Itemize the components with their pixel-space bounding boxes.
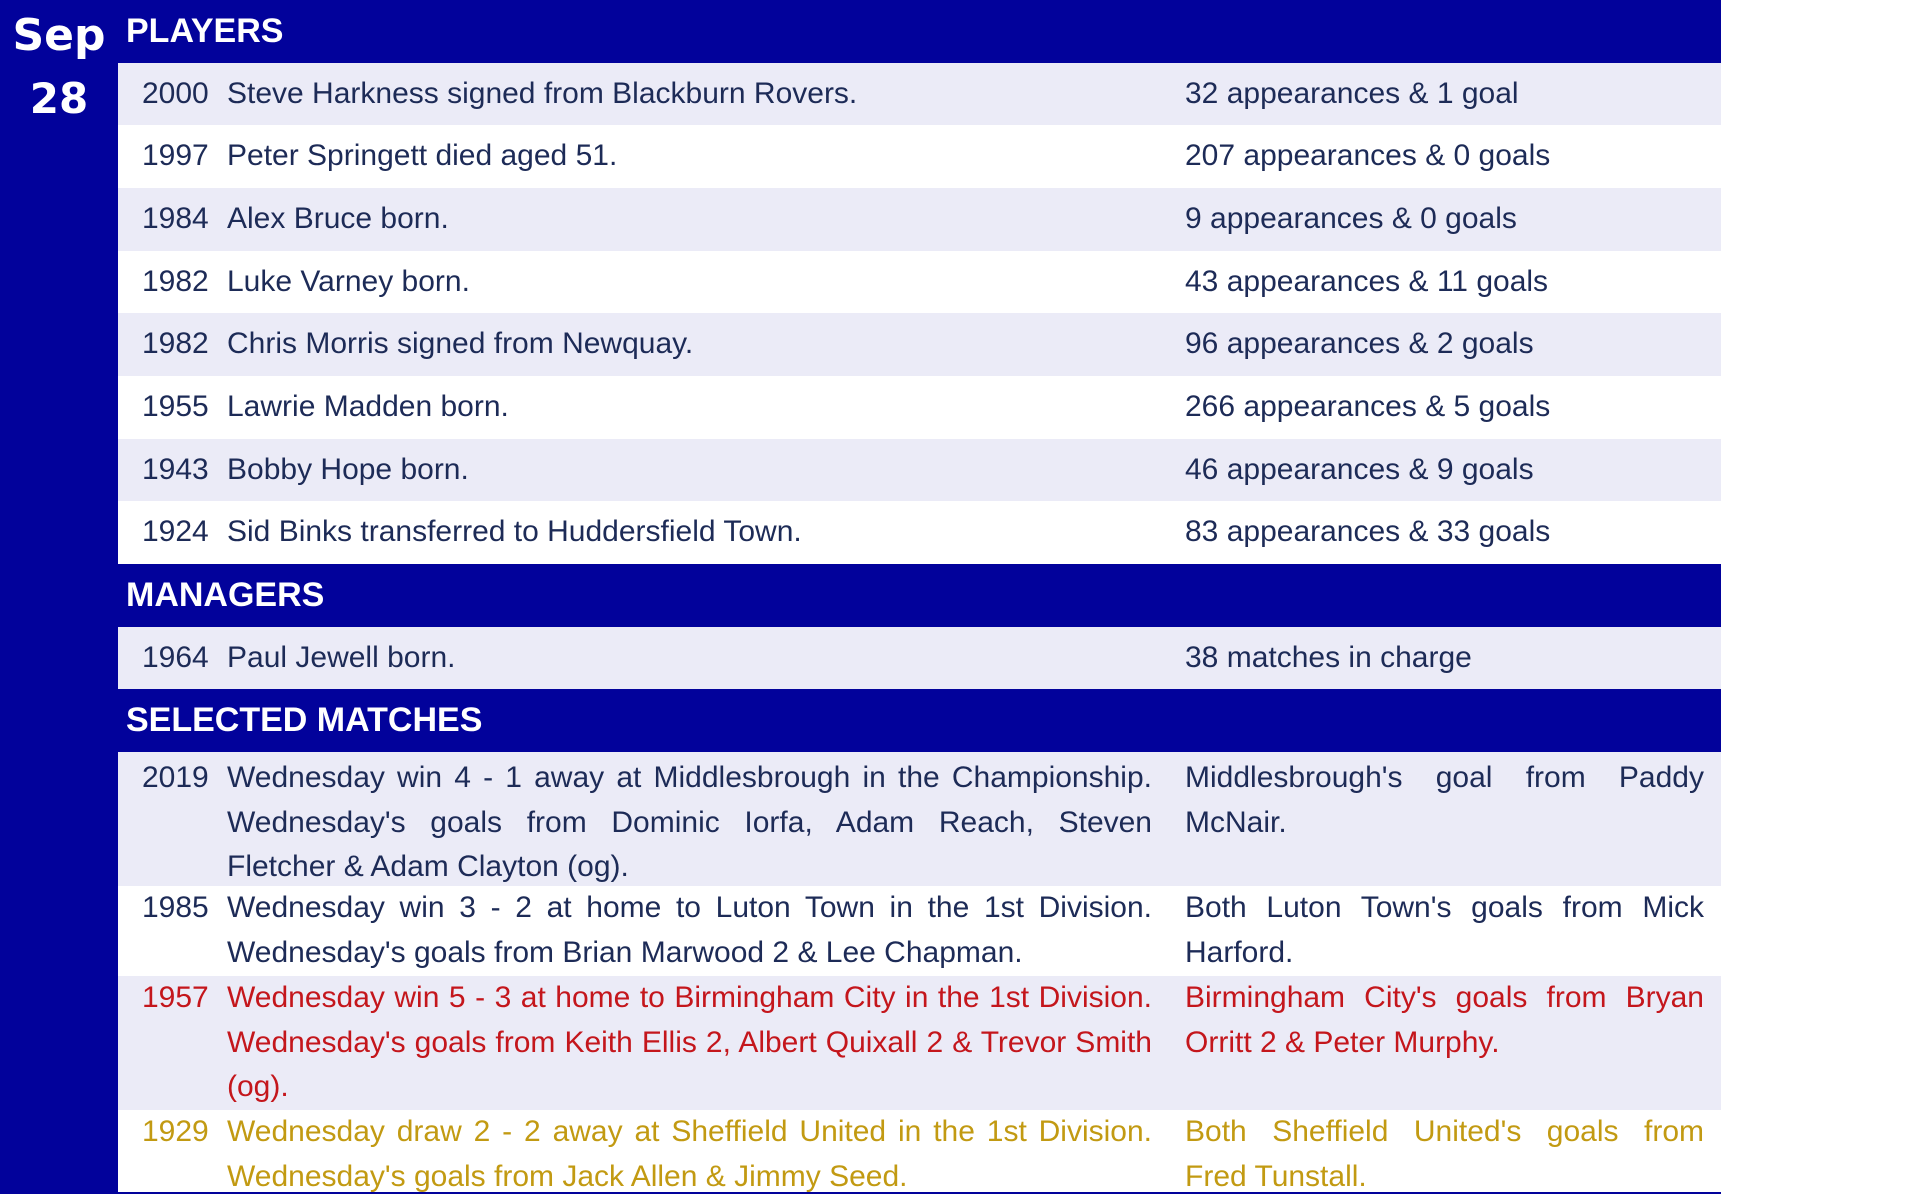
- year: 1924: [142, 515, 209, 548]
- player-row: [118, 439, 1721, 501]
- match-row: [118, 1110, 1721, 1194]
- player-row: [118, 251, 1721, 313]
- year: 1943: [142, 453, 209, 486]
- event-text: Chris Morris signed from Newquay.: [227, 327, 694, 360]
- match-row: [118, 752, 1721, 886]
- player-row: [118, 63, 1721, 125]
- year: 1929: [142, 1115, 209, 1148]
- event-text: Lawrie Madden born.: [227, 390, 509, 423]
- event-text: Steve Harkness signed from Blackburn Rovers.: [227, 77, 858, 110]
- manager-row: [118, 627, 1721, 689]
- player-stats: 207 appearances & 0 goals: [1185, 139, 1551, 172]
- opponent-scorers: Both Luton Town's goals from Mick Harford.: [1185, 891, 1704, 969]
- year: 2000: [142, 77, 209, 110]
- match-text: Wednesday win 3 - 2 at home to Luton Town in the 1st Division. Wednesday's goals from Brian Marwood 2 & Lee Chapman.: [227, 891, 1152, 969]
- player-stats: 43 appearances & 11 goals: [1185, 265, 1549, 298]
- year: 1964: [142, 641, 209, 674]
- match-text: Wednesday win 5 - 3 at home to Birmingham City in the 1st Division. Wednesday's goals from Keith Ellis 2, Albert Quixall 2 & Trevor Smith (og).: [227, 981, 1152, 1103]
- opponent-scorers: Middlesbrough's goal from Paddy McNair.: [1185, 761, 1704, 839]
- date-column: [0, 0, 118, 1194]
- player-row: [118, 376, 1721, 439]
- match-text: Wednesday draw 2 - 2 away at Sheffield United in the 1st Division. Wednesday's goals from Jack Allen & Jimmy Seed.: [227, 1115, 1152, 1193]
- event-text: Luke Varney born.: [227, 265, 470, 298]
- event-text: Sid Binks transferred to Huddersfield Town.: [227, 515, 802, 548]
- manager-stats: 38 matches in charge: [1185, 641, 1472, 674]
- player-stats: 83 appearances & 33 goals: [1185, 515, 1551, 548]
- date-day: 28: [29, 74, 89, 123]
- opponent-scorers: Both Sheffield United's goals from Fred Tunstall.: [1185, 1115, 1704, 1193]
- date-month: Sep: [12, 10, 106, 61]
- managers-section-header: MANAGERS: [118, 564, 1721, 627]
- year: 2019: [142, 761, 209, 794]
- event-text: Alex Bruce born.: [227, 202, 449, 235]
- player-stats: 32 appearances & 1 goal: [1185, 77, 1519, 110]
- player-stats: 266 appearances & 5 goals: [1185, 390, 1551, 423]
- match-text: Wednesday win 4 - 1 away at Middlesbrough in the Championship. Wednesday's goals from Dominic Iorfa, Adam Reach, Steven Fletcher & Adam Clayton (og).: [227, 761, 1152, 883]
- player-stats: 96 appearances & 2 goals: [1185, 327, 1534, 360]
- year: 1957: [142, 981, 209, 1014]
- match-row: [118, 976, 1721, 1110]
- year: 1997: [142, 139, 209, 172]
- players-section-header: PLAYERS: [118, 0, 1721, 63]
- player-row: [118, 188, 1721, 251]
- matches-section-header: SELECTED MATCHES: [118, 689, 1721, 752]
- event-text: Bobby Hope born.: [227, 453, 469, 486]
- year: 1955: [142, 390, 209, 423]
- player-row: [118, 313, 1721, 376]
- player-stats: 9 appearances & 0 goals: [1185, 202, 1517, 235]
- event-text: Peter Springett died aged 51.: [227, 139, 618, 172]
- event-text: Paul Jewell born.: [227, 641, 456, 674]
- year: 1982: [142, 265, 209, 298]
- player-stats: 46 appearances & 9 goals: [1185, 453, 1534, 486]
- player-row: [118, 501, 1721, 564]
- opponent-scorers: Birmingham City's goals from Bryan Orritt 2 & Peter Murphy.: [1185, 981, 1704, 1059]
- match-row: [118, 886, 1721, 976]
- player-row: [118, 125, 1721, 188]
- year: 1982: [142, 327, 209, 360]
- year: 1985: [142, 891, 209, 924]
- year: 1984: [142, 202, 209, 235]
